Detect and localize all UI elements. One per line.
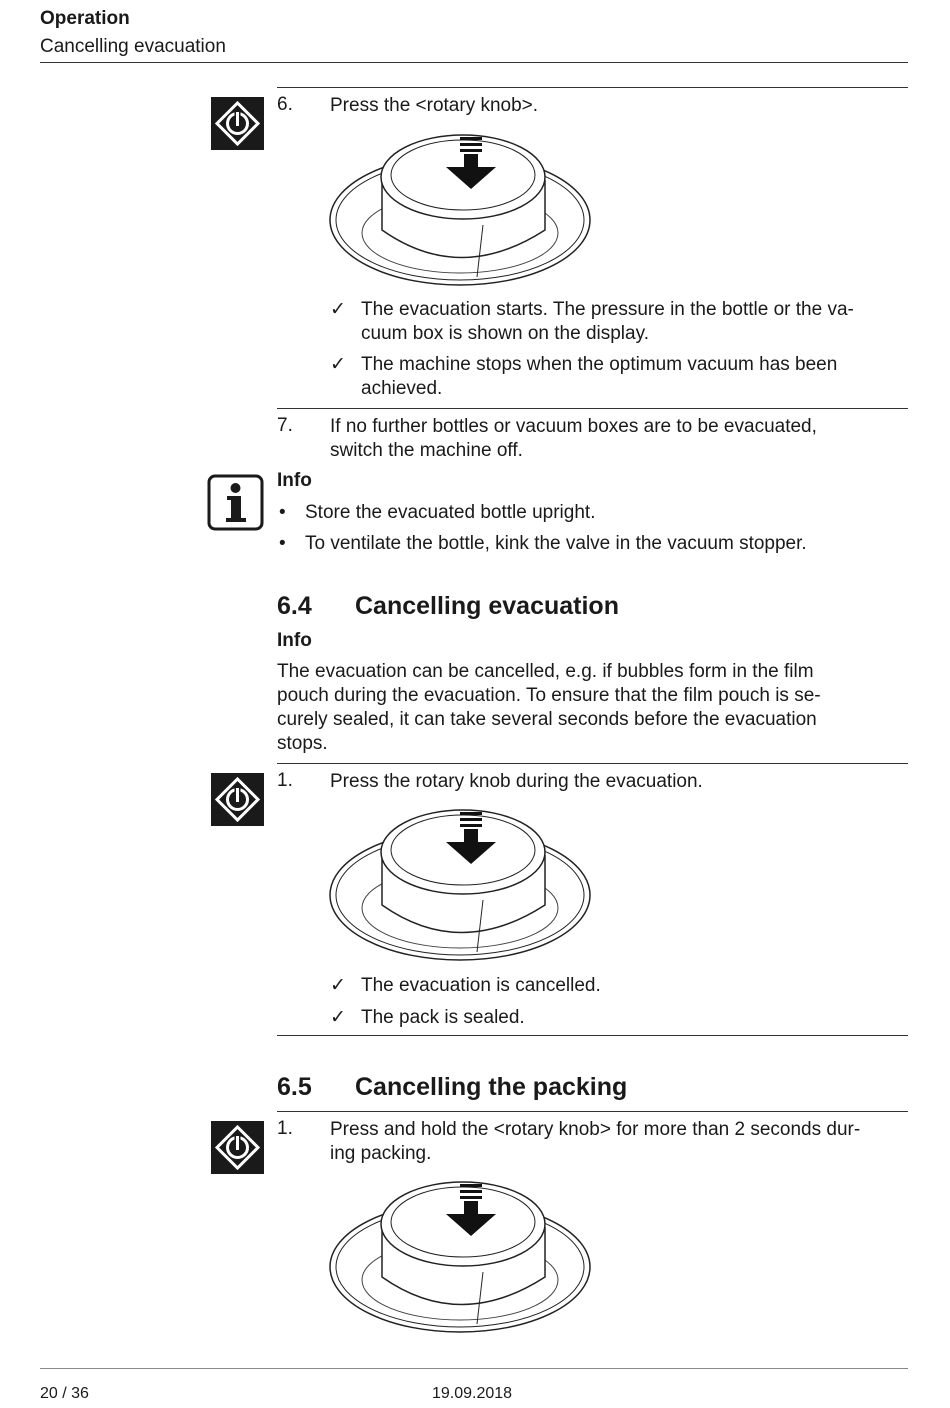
check-icon: ✓ [330,299,346,320]
step-number: 1. [277,1118,293,1139]
chapter-title: Operation [40,8,130,29]
step-number: 6. [277,94,293,115]
document-date: 19.09.2018 [432,1385,513,1402]
info-paragraph: The evacuation can be cancelled, e.g. if bubbles form in the film pouch during the evacuation. To ensure that the film pouch is se- curely sealed, it can take several seconds before the evacuation stops. [277,661,821,754]
page-number: 20 / 36 [40,1385,89,1402]
rotary-knob-press-illustration [325,1172,600,1347]
step-text: Press the rotary knob during the evacuation. [330,771,703,792]
result-text: The evacuation starts. The pressure in the bottle or the va- cuum box is shown on the display. [361,299,854,344]
step-text: Press and hold the <rotary knob> for more than 2 seconds dur- ing packing. [330,1119,861,1164]
action-diamond-icon [211,773,264,826]
section-number: 6.5 [277,1073,312,1101]
step-text: Press the <rotary knob>. [330,95,539,116]
step-divider [277,87,908,88]
step-number: 7. [277,415,293,436]
footer-divider [40,1368,908,1369]
step-text: If no further bottles or vacuum boxes are to be evacuated, switch the machine off. [330,416,817,461]
section-title: Cancelling evacuation [355,592,619,620]
result-text: The evacuation is cancelled. [361,975,601,996]
section-title: Cancelling the packing [355,1073,628,1101]
step-divider [277,1111,908,1112]
check-icon: ✓ [330,354,346,375]
step-number: 1. [277,770,293,791]
section-number: 6.4 [277,592,312,620]
header-divider [40,62,908,63]
bullet: • [279,533,286,554]
action-diamond-icon [211,1121,264,1174]
info-icon [207,474,264,531]
result-text: The pack is sealed. [361,1007,525,1028]
info-heading: Info [277,630,312,651]
check-icon: ✓ [330,975,346,996]
step-divider [277,1035,908,1036]
info-item: Store the evacuated bottle upright. [305,502,596,523]
info-heading: Info [277,470,312,491]
step-divider [277,763,908,764]
action-diamond-icon [211,97,264,150]
check-icon: ✓ [330,1007,346,1028]
info-item: To ventilate the bottle, kink the valve in the vacuum stopper. [305,533,807,554]
rotary-knob-press-illustration [325,125,600,300]
bullet: • [279,502,286,523]
rotary-knob-press-illustration [325,800,600,975]
result-text: The machine stops when the optimum vacuum has been achieved. [361,354,838,399]
step-divider [277,408,908,409]
section-subtitle: Cancelling evacuation [40,36,226,57]
